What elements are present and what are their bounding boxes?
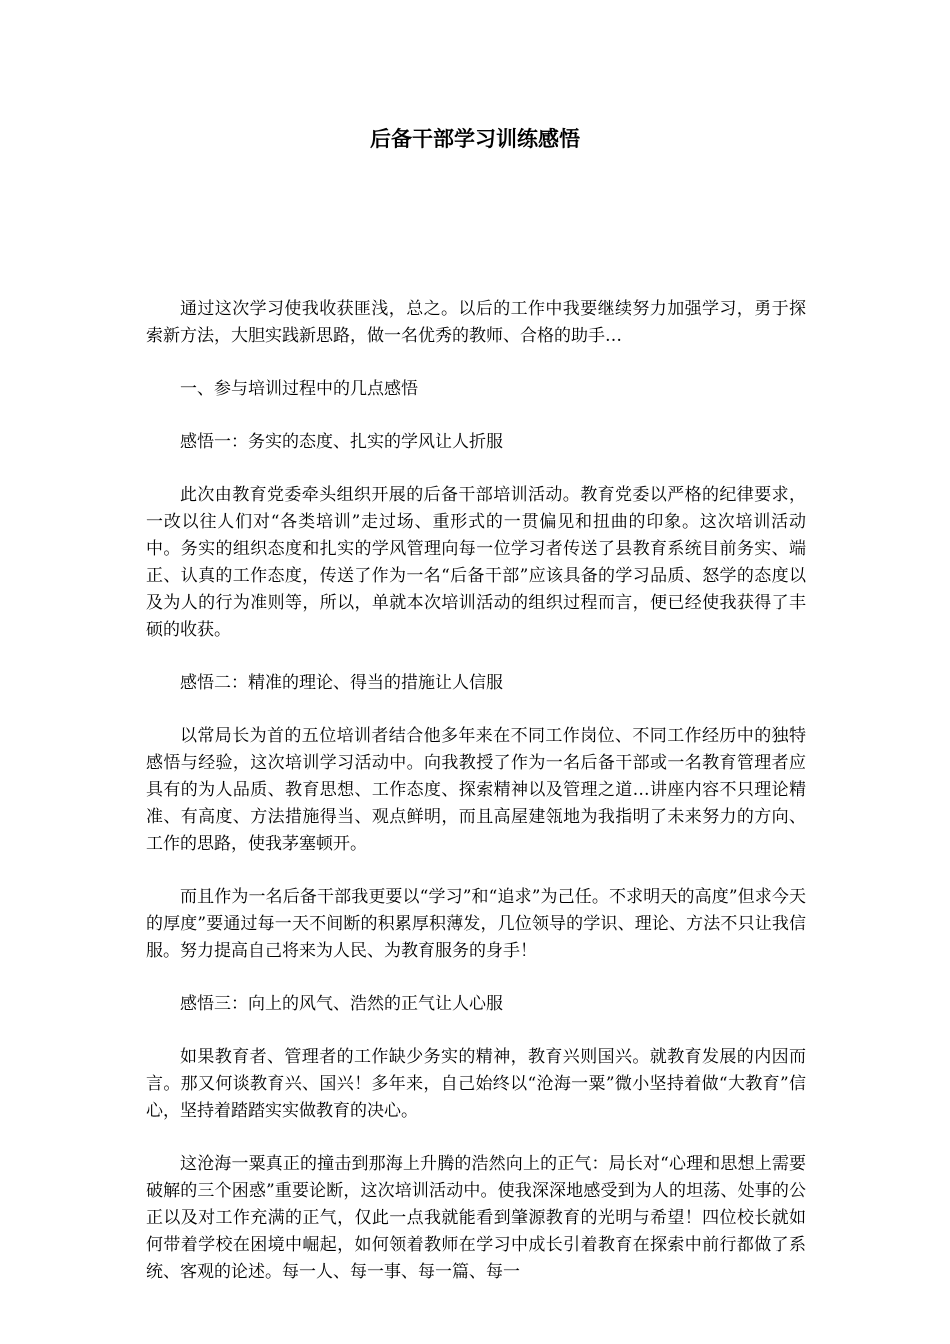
- document-body: [146, 296, 806, 1312]
- paragraph-insight-2-cont: 而且作为一名后备干部我更要以“学习”和“追求”为己任。不求明天的高度”但求今天的厚度”要通过每一天不间断的积累厚积薄发，几位领导的学识、理论、方法不只让我信服。努力提高自己将来为人民、为教育服务的身手！: [146, 887, 806, 961]
- insight-heading-2: 感悟二：精准的理论、得当的措施让人信服: [180, 673, 503, 693]
- paragraph-insight-2: 以常局长为首的五位培训者结合他多年来在不同工作岗位、不同工作经历中的独特感悟与经验，这次培训学习活动中。向我教授了作为一名后备干部或一名教育管理者应具有的为人品质、教育思想、工作态度、探索精神以及管理之道…讲座内容不只理论精准、有高度、方法措施得当、观点鲜明，而且高屋建瓴地为我指明了未来努力的方向、工作的思路，使我茅塞顿开。: [146, 726, 806, 854]
- insight-heading-3: 感悟三：向上的风气、浩然的正气让人心服: [180, 994, 503, 1014]
- paragraph-insight-1: 此次由教育党委牵头组织开展的后备干部培训活动。教育党委以严格的纪律要求，一改以往人们对“各类培训”走过场、重形式的一贯偏见和扭曲的印象。这次培训活动中。务实的组织态度和扎实的学风管理向每一位学习者传送了县教育系统目前务实、端正、认真的工作态度，传送了作为一名“后备干部”应该具备的学习品质、怒学的态度以及为人的行为准则等，所以，单就本次培训活动的组织过程而言，便已经使我获得了丰硕的收获。: [146, 485, 806, 640]
- insight-heading-1: 感悟一：务实的态度、扎实的学风让人折服: [180, 432, 503, 452]
- paragraph-intro: 通过这次学习使我收获匪浅，总之。以后的工作中我要继续努力加强学习，勇于探索新方法，大胆实践新思路，做一名优秀的教师、合格的助手…: [146, 299, 806, 346]
- paragraph-insight-3: 如果教育者、管理者的工作缺少务实的精神，教育兴则国兴。就教育发展的内因而言。那又何谈教育兴、国兴！多年来，自己始终以“沧海一粟”微小坚持着做“大教育”信心，坚持着踏踏实实做教育的决心。: [146, 1047, 806, 1121]
- document-title: 后备干部学习训练感悟: [370, 126, 580, 151]
- section-heading: 一、参与培训过程中的几点感悟: [180, 379, 418, 399]
- paragraph-insight-3-cont: 这沧海一粟真正的撞击到那海上升腾的浩然向上的正气：局长对“心理和思想上需要破解的三个困惑”重要论断，这次培训活动中。使我深深地感受到为人的坦荡、处事的公正以及对工作充满的正气，仅此一点我就能看到肇源教育的光明与希望！四位校长就如何带着学校在困境中崛起，如何领着教师在学习中成长引着教育在探索中前行都做了系统、客观的论述。每一人、每一事、每一篇、每一: [146, 1154, 806, 1282]
